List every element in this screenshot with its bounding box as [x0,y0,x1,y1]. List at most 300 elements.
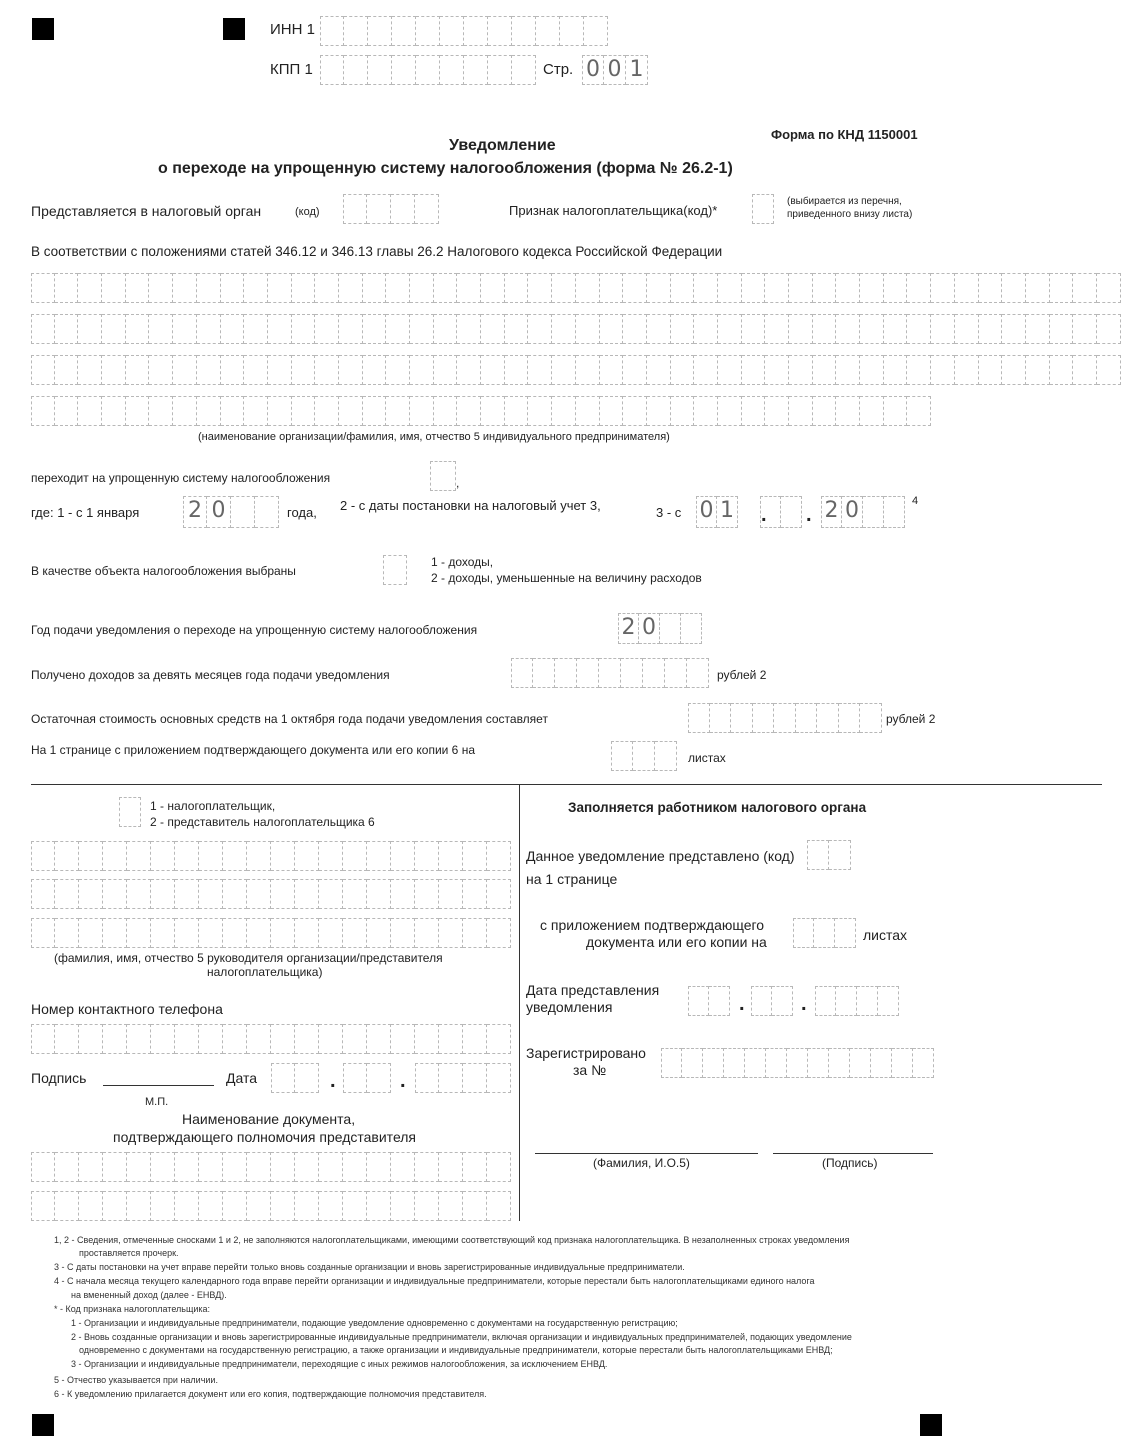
input-cell[interactable] [199,879,223,909]
submit-year-field[interactable] [815,986,899,1016]
input-cell[interactable] [488,16,512,46]
input-cell[interactable] [197,396,221,426]
submit-day-field[interactable] [688,986,730,1016]
input-cell[interactable] [79,918,103,948]
input-cell[interactable] [481,314,505,344]
input-cell[interactable] [528,273,552,303]
input-cell[interactable] [434,314,458,344]
input-cell[interactable] [367,194,391,224]
input-cell[interactable] [197,314,221,344]
input-cell[interactable] [103,1152,127,1182]
input-cell[interactable] [807,840,829,870]
input-cell[interactable] [1026,355,1050,385]
input-cell[interactable] [457,314,481,344]
input-cell[interactable] [760,496,781,528]
input-cell[interactable] [884,314,908,344]
input-cell[interactable] [512,55,536,85]
input-cell[interactable] [31,841,55,871]
input-cell[interactable] [31,1152,55,1182]
input-cell[interactable] [793,918,814,948]
input-cell[interactable] [643,658,665,688]
input-cell[interactable] [102,396,126,426]
input-cell[interactable] [463,841,487,871]
input-cell[interactable] [31,273,55,303]
input-cell[interactable] [789,355,813,385]
input-cell[interactable] [765,396,789,426]
input-cell[interactable] [1002,355,1026,385]
input-cell[interactable] [320,55,344,85]
officer-name-line[interactable] [535,1153,758,1154]
input-cell[interactable] [787,1048,808,1078]
input-cell[interactable] [223,879,247,909]
input-cell[interactable] [103,1191,127,1221]
input-cell[interactable] [383,555,407,585]
input-cell[interactable] [528,314,552,344]
input-cell[interactable] [533,658,555,688]
input-cell[interactable] [78,396,102,426]
input-cell[interactable] [292,396,316,426]
day-field[interactable] [696,496,738,528]
with-doc-pages-field[interactable] [793,918,856,948]
input-cell[interactable] [391,879,415,909]
input-cell[interactable] [415,918,439,948]
signer-code-field[interactable] [119,797,141,827]
input-cell[interactable] [745,1048,766,1078]
input-cell[interactable] [319,1024,343,1054]
input-cell[interactable] [463,1024,487,1054]
input-cell[interactable] [1002,314,1026,344]
input-cell[interactable] [391,1024,415,1054]
input-cell[interactable] [463,918,487,948]
input-cell[interactable] [955,355,979,385]
input-cell[interactable] [415,1024,439,1054]
notice-year-field[interactable] [618,613,702,644]
input-cell[interactable] [600,355,624,385]
input-cell[interactable] [221,355,245,385]
submitted-code-field[interactable] [807,840,851,870]
input-cell[interactable] [339,273,363,303]
input-cell[interactable] [295,1191,319,1221]
input-cell[interactable] [439,918,463,948]
input-cell[interactable] [151,841,175,871]
input-cell[interactable] [79,879,103,909]
input-cell[interactable] [487,918,511,948]
input-cell[interactable] [315,355,339,385]
input-cell[interactable] [175,879,199,909]
input-cell[interactable] [416,16,440,46]
input-cell[interactable] [223,1191,247,1221]
input-cell[interactable] [647,314,671,344]
input-cell[interactable] [487,879,511,909]
input-cell[interactable] [149,314,173,344]
input-cell[interactable] [552,355,576,385]
input-cell[interactable] [103,918,127,948]
input-cell[interactable] [268,355,292,385]
input-cell[interactable] [78,355,102,385]
input-cell[interactable] [979,314,1003,344]
input-cell[interactable] [836,355,860,385]
inn-field[interactable] [320,16,608,46]
input-cell[interactable] [774,703,796,733]
input-cell[interactable] [343,1152,367,1182]
input-cell[interactable] [552,273,576,303]
input-cell[interactable] [871,1048,892,1078]
input-cell[interactable] [292,314,316,344]
input-cell[interactable] [102,314,126,344]
input-cell[interactable] [295,1063,319,1093]
input-cell[interactable] [694,396,718,426]
input-cell[interactable] [391,1152,415,1182]
input-cell[interactable] [271,1191,295,1221]
input-cell[interactable] [913,1048,934,1078]
input-cell[interactable] [363,273,387,303]
input-cell[interactable] [600,314,624,344]
input-cell[interactable] [753,703,775,733]
transition-code-field[interactable] [430,461,456,491]
input-cell[interactable] [671,273,695,303]
input-cell[interactable] [505,396,529,426]
input-cell[interactable] [295,879,319,909]
input-cell[interactable] [1097,355,1121,385]
input-cell[interactable] [343,1191,367,1221]
input-cell[interactable] [315,396,339,426]
input-cell[interactable] [391,1191,415,1221]
input-cell[interactable] [576,396,600,426]
input-cell[interactable] [439,879,463,909]
input-cell[interactable] [127,1191,151,1221]
input-cell[interactable] [295,1024,319,1054]
input-cell[interactable] [244,396,268,426]
input-cell[interactable] [199,841,223,871]
input-cell[interactable] [367,879,391,909]
input-cell[interactable] [907,355,931,385]
input-cell[interactable] [247,1191,271,1221]
input-cell[interactable] [126,273,150,303]
input-cell[interactable] [1073,314,1097,344]
input-cell[interactable] [127,1024,151,1054]
input-cell[interactable] [247,1024,271,1054]
input-cell[interactable] [363,396,387,426]
input-cell[interactable] [79,1191,103,1221]
input-cell[interactable] [671,314,695,344]
input-cell[interactable] [271,1152,295,1182]
input-cell[interactable] [343,1024,367,1054]
input-cell[interactable] [661,1048,682,1078]
input-cell[interactable] [271,1024,295,1054]
input-cell[interactable] [410,273,434,303]
input-cell[interactable] [884,273,908,303]
input-cell[interactable] [576,314,600,344]
input-cell[interactable] [671,396,695,426]
pages-field[interactable] [611,741,677,771]
input-cell[interactable] [505,355,529,385]
signer-name-row[interactable] [31,879,511,909]
input-cell[interactable] [907,314,931,344]
input-cell[interactable] [102,355,126,385]
input-cell[interactable] [955,314,979,344]
input-cell[interactable] [386,355,410,385]
input-cell[interactable] [808,1048,829,1078]
input-cell[interactable] [221,273,245,303]
input-cell[interactable] [623,355,647,385]
input-cell[interactable] [126,396,150,426]
input-cell[interactable] [796,703,818,733]
input-cell[interactable] [857,986,878,1016]
input-cell[interactable] [772,986,793,1016]
taxpayer-sign-field[interactable] [752,194,774,224]
input-cell[interactable] [343,1063,367,1093]
input-cell[interactable] [555,658,577,688]
input-cell[interactable] [343,918,367,948]
input-cell[interactable] [268,273,292,303]
input-cell[interactable] [907,396,931,426]
input-cell[interactable] [829,840,851,870]
input-cell[interactable] [528,396,552,426]
input-cell[interactable] [633,741,655,771]
input-cell[interactable] [31,355,55,385]
input-cell[interactable] [860,314,884,344]
sign-day-field[interactable] [271,1063,319,1093]
input-cell[interactable] [611,741,633,771]
input-cell[interactable] [391,194,415,224]
input-cell[interactable] [742,314,766,344]
input-cell[interactable] [487,841,511,871]
input-cell[interactable] [481,396,505,426]
input-cell[interactable] [197,355,221,385]
input-cell[interactable] [103,841,127,871]
input-cell[interactable] [815,986,836,1016]
input-cell[interactable] [850,1048,871,1078]
input-cell[interactable] [439,1152,463,1182]
input-cell[interactable] [79,1152,103,1182]
input-cell[interactable] [223,841,247,871]
input-cell[interactable] [268,314,292,344]
input-cell[interactable] [151,918,175,948]
input-cell[interactable] [127,879,151,909]
input-cell[interactable] [223,918,247,948]
input-cell[interactable] [343,841,367,871]
input-cell[interactable] [439,1191,463,1221]
input-cell[interactable] [271,1063,295,1093]
input-cell[interactable] [247,879,271,909]
input-cell[interactable] [463,1191,487,1221]
input-cell[interactable] [244,355,268,385]
input-cell[interactable] [223,1152,247,1182]
input-cell[interactable] [1026,273,1050,303]
signature-line[interactable] [103,1085,214,1086]
input-cell[interactable] [481,273,505,303]
input-cell[interactable] [457,396,481,426]
input-cell[interactable] [295,918,319,948]
input-cell[interactable] [126,355,150,385]
input-cell[interactable] [463,879,487,909]
input-cell[interactable] [1026,314,1050,344]
signer-name-row[interactable] [31,918,511,948]
input-cell[interactable] [368,16,392,46]
input-cell[interactable] [175,1191,199,1221]
authority-code-field[interactable] [343,194,439,224]
submit-month-field[interactable] [751,986,793,1016]
input-cell[interactable] [367,841,391,871]
input-cell[interactable] [244,273,268,303]
input-cell[interactable] [247,1152,271,1182]
input-cell[interactable] [955,273,979,303]
input-cell[interactable] [536,16,560,46]
input-cell[interactable] [577,658,599,688]
input-cell[interactable] [392,55,416,85]
input-cell[interactable] [55,841,79,871]
input-cell[interactable] [103,1024,127,1054]
input-cell[interactable] [199,1024,223,1054]
doc-name-row[interactable] [31,1152,511,1182]
input-cell[interactable] [367,918,391,948]
input-cell[interactable] [829,1048,850,1078]
input-cell[interactable] [600,396,624,426]
input-cell[interactable] [1050,314,1074,344]
input-cell[interactable] [410,396,434,426]
year-field[interactable] [183,496,279,528]
input-cell[interactable] [813,396,837,426]
input-cell[interactable] [386,273,410,303]
input-cell[interactable] [599,658,621,688]
registration-number-field[interactable] [661,1048,934,1078]
input-cell[interactable] [1097,273,1121,303]
phone-field[interactable] [31,1024,511,1054]
input-cell[interactable] [78,273,102,303]
input-cell[interactable] [434,396,458,426]
input-cell[interactable] [415,879,439,909]
input-cell[interactable] [439,1024,463,1054]
input-cell[interactable] [765,273,789,303]
input-cell[interactable] [175,841,199,871]
input-cell[interactable] [781,496,802,528]
input-cell[interactable] [512,16,536,46]
input-cell[interactable] [244,314,268,344]
input-cell[interactable] [173,314,197,344]
input-cell[interactable] [487,1191,511,1221]
input-cell[interactable] [343,194,367,224]
input-cell[interactable] [127,1152,151,1182]
input-cell[interactable] [151,1024,175,1054]
input-cell[interactable] [621,658,643,688]
input-cell[interactable] [860,396,884,426]
input-cell[interactable] [149,396,173,426]
input-cell[interactable] [836,986,857,1016]
input-cell[interactable] [731,703,753,733]
input-cell[interactable] [647,396,671,426]
input-cell[interactable] [386,396,410,426]
input-cell[interactable] [31,1024,55,1054]
input-cell[interactable] [295,1152,319,1182]
input-cell[interactable] [623,273,647,303]
input-cell[interactable] [223,1024,247,1054]
input-cell[interactable] [1097,314,1121,344]
input-cell[interactable] [647,273,671,303]
input-cell[interactable] [319,1191,343,1221]
input-cell[interactable] [623,314,647,344]
input-cell[interactable] [487,1063,511,1093]
input-cell[interactable] [931,314,955,344]
input-cell[interactable] [814,918,835,948]
input-cell[interactable] [860,273,884,303]
input-cell[interactable] [836,273,860,303]
input-cell[interactable] [126,314,150,344]
kpp-field[interactable] [320,55,536,85]
input-cell[interactable] [487,1024,511,1054]
input-cell[interactable] [199,918,223,948]
officer-signature-line[interactable] [773,1153,933,1154]
input-cell[interactable] [505,273,529,303]
input-cell[interactable] [718,396,742,426]
input-cell[interactable] [151,1152,175,1182]
residual-field[interactable] [688,703,882,733]
input-cell[interactable] [55,1024,79,1054]
object-code-field[interactable] [383,555,407,585]
input-cell[interactable] [742,273,766,303]
signer-name-row[interactable] [31,841,511,871]
input-cell[interactable] [694,314,718,344]
input-cell[interactable] [694,355,718,385]
input-cell[interactable] [434,355,458,385]
input-cell[interactable] [247,918,271,948]
input-cell[interactable] [817,703,839,733]
sign-year-field[interactable] [415,1063,511,1093]
input-cell[interactable] [319,879,343,909]
input-cell[interactable] [173,273,197,303]
input-cell[interactable] [464,16,488,46]
input-cell[interactable] [511,658,533,688]
input-cell[interactable] [600,273,624,303]
input-cell[interactable] [149,355,173,385]
input-cell[interactable] [173,396,197,426]
input-cell[interactable] [457,273,481,303]
input-cell[interactable] [623,396,647,426]
input-cell[interactable] [339,314,363,344]
input-cell[interactable] [386,314,410,344]
input-cell[interactable] [363,314,387,344]
input-cell[interactable] [344,55,368,85]
input-cell[interactable] [197,273,221,303]
input-cell[interactable] [31,396,55,426]
input-cell[interactable] [410,355,434,385]
input-cell[interactable] [344,16,368,46]
input-cell[interactable] [151,1191,175,1221]
input-cell[interactable] [765,314,789,344]
input-cell[interactable] [703,1048,724,1078]
input-cell[interactable] [271,879,295,909]
input-cell[interactable] [839,703,861,733]
input-cell[interactable] [415,1191,439,1221]
input-cell[interactable] [718,314,742,344]
input-cell[interactable] [710,703,732,733]
input-cell[interactable] [836,396,860,426]
input-cell[interactable] [410,314,434,344]
input-cell[interactable] [979,355,1003,385]
doc-name-row[interactable] [31,1191,511,1221]
input-cell[interactable] [55,314,79,344]
input-cell[interactable] [860,703,882,733]
input-cell[interactable] [481,355,505,385]
input-cell[interactable] [367,1063,391,1093]
input-cell[interactable] [31,1191,55,1221]
input-cell[interactable] [31,879,55,909]
input-cell[interactable] [367,1191,391,1221]
input-cell[interactable] [718,355,742,385]
income-field[interactable] [511,658,709,688]
input-cell[interactable] [268,396,292,426]
input-cell[interactable] [751,986,772,1016]
input-cell[interactable] [31,918,55,948]
